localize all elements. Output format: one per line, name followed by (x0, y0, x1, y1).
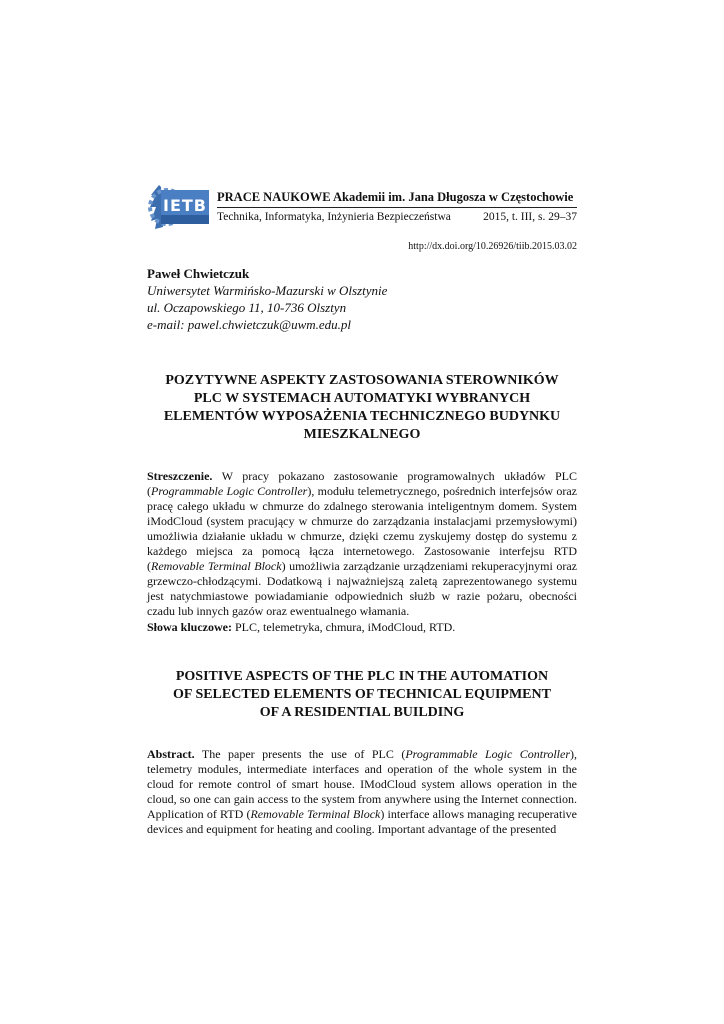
title-pl-line: PLC W SYSTEMACH AUTOMATYKI WYBRANYCH (193, 391, 531, 406)
term: Removable Terminal Block (250, 807, 381, 821)
keywords-label: Słowa kluczowe: (147, 620, 232, 634)
journal-subline (217, 211, 577, 223)
abstract-pl-label: Streszczenie. (147, 469, 213, 483)
journal-logo (147, 181, 211, 233)
title-polish (147, 372, 577, 444)
term: Programmable Logic Controller (405, 747, 570, 761)
abstract-en-body: Abstract. The paper presents the use of PLC (Programmable Logic Controller), telemetry modules, intermediate interfaces and operation of the whole system in the cloud for remote control of smart house. IModCloud system allows operation in the cloud, so one can gain access to the system from anywhere using the Internet connection. Application of RTD (Removable Terminal Block) interface allows managing recuperative devices and equipment for heating and cooling. Important advantage of the presented (147, 747, 577, 836)
abstract-polish (147, 469, 577, 635)
author-university: Uniwersytet Warmińsko-Mazurski w Olsztynie (147, 283, 388, 298)
title-english (147, 668, 577, 722)
author-name: Paweł Chwietczuk (147, 266, 250, 281)
doi-link[interactable]: http://dx.doi.org/10.26926/tiib.2015.03.02 (408, 241, 577, 252)
title-pl-line: ELEMENTÓW WYPOSAŻENIA TECHNICZNEGO BUDYNKU (163, 409, 561, 424)
term: Programmable Logic Controller (151, 484, 308, 498)
header-rule (217, 207, 577, 208)
title-pl-line: MIESZKALNEGO (303, 427, 421, 442)
logo-text: IETB (163, 196, 207, 215)
author-email[interactable]: e-mail: pawel.chwietczuk@uwm.edu.pl (147, 317, 352, 332)
term: Removable Terminal Block (151, 559, 282, 573)
abstract-en-label: Abstract. (147, 747, 195, 761)
author-address: ul. Oczapowskiego 11, 10-736 Olsztyn (147, 300, 347, 315)
title-en-line: POSITIVE ASPECTS OF THE PLC IN THE AUTOMATION (175, 669, 549, 684)
keywords-list: PLC, telemetryka, chmura, iModCloud, RTD. (232, 620, 456, 634)
abstract-pl-body: Streszczenie. W pracy pokazano zastosowanie programowalnych układów PLC (Programmable Logic Controller), modułu telemetrycznego, pośrednich interfejsów oraz pracę całego układu w chmurze do zdalnego sterowania inteligentnym domem. System iModCloud (system pracujący w chmurze do zarządzania instalacjami przemysłowymi) umożliwia działanie układu w chmurze, dzięki czemu zyskujemy dostęp do systemu z każdego miejsca za pomocą łącza internetowego. Zastosowanie interfejsu RTD (Removable Terminal Block) umożliwia zarządzanie urządzeniami rekuperacyjnymi oraz grzewczo-chłodzącymi. Dodatkową i najważniejszą zaletą zaprezentowanego systemu jest natychmiastowe powiadamianie odpowiednich służb w razie pożaru, obecności czadu lub innych gazów oraz ewentualnego włamania. (147, 469, 578, 618)
keywords-pl (147, 620, 577, 635)
title-pl-line: POZYTYWNE ASPEKTY ZASTOSOWANIA STEROWNIKÓW (165, 373, 559, 388)
author-block (147, 265, 387, 333)
journal-volume: 2015, t. III, s. 29–37 (483, 211, 577, 223)
journal-title: PRACE NAUKOWE Akademii im. Jana Długosza w Częstochowie (217, 190, 574, 204)
journal-series: Technika, Informatyka, Inżynieria Bezpieczeństwa (217, 211, 451, 223)
title-en-line: OF SELECTED ELEMENTS OF TECHNICAL EQUIPMENT (173, 687, 551, 702)
abstract-english (147, 747, 577, 837)
title-en-line: OF A RESIDENTIAL BUILDING (259, 705, 465, 720)
